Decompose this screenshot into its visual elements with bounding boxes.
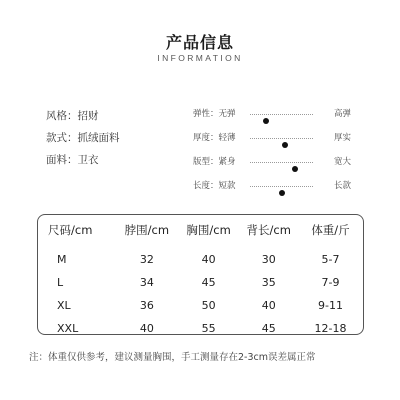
table-cell: M — [57, 253, 67, 266]
scale-marker — [282, 142, 288, 148]
size-table — [37, 214, 364, 335]
scale-thickness — [193, 132, 368, 156]
scale-track — [250, 138, 313, 139]
scale-track — [250, 162, 313, 163]
table-row — [38, 271, 363, 294]
attribute-value: 卫衣 — [77, 154, 99, 166]
attribute-row — [46, 131, 120, 153]
size-table-grid — [38, 222, 363, 340]
page-title: 产品信息 — [165, 33, 234, 52]
table-cell: 30 — [261, 253, 276, 266]
table-cell: 36 — [139, 299, 154, 312]
attribute-label: 面料 — [46, 154, 67, 166]
scale-marker — [279, 190, 285, 196]
attribute-list — [46, 109, 120, 175]
table-cell: 9-11 — [318, 299, 343, 312]
scale-label: 弹性：无弹 — [193, 109, 236, 119]
attribute-separator: ： — [67, 110, 78, 122]
page-subtitle: INFORMATION — [157, 53, 243, 63]
table-cell: 35 — [261, 276, 276, 289]
attribute-value: 招财 — [77, 110, 99, 122]
table-cell: 5-7 — [321, 253, 340, 266]
table-cell: XXL — [57, 322, 79, 335]
table-row — [38, 317, 363, 340]
scale-label: 长度：短款 — [193, 181, 236, 191]
scale-label: 厚度：轻薄 — [193, 133, 236, 143]
column-header: 背长/cm — [246, 223, 291, 237]
attribute-row — [46, 109, 120, 131]
scale-max-label: 宽大 — [334, 157, 352, 167]
column-header: 体重/斤 — [311, 223, 350, 237]
table-header-row — [38, 222, 363, 248]
column-header: 胸围/cm — [186, 223, 231, 237]
table-cell: 55 — [201, 322, 216, 335]
table-cell: 45 — [201, 276, 216, 289]
scale-marker — [292, 166, 298, 172]
column-header: 尺码/cm — [48, 223, 93, 237]
scale-elasticity — [193, 108, 368, 132]
scale-track — [250, 114, 313, 115]
attribute-row — [46, 153, 120, 175]
footnote: 注：体重仅供参考，建议测量胸围，手工测量存在2-3cm误差属正常 — [29, 352, 316, 363]
table-cell: 7-9 — [321, 276, 340, 289]
table-cell: 40 — [139, 322, 154, 335]
table-cell: L — [57, 276, 64, 289]
table-row — [38, 294, 363, 317]
table-cell: 34 — [139, 276, 154, 289]
scale-marker — [263, 118, 269, 124]
table-cell: 12-18 — [314, 322, 347, 335]
scale-label: 版型：紧身 — [193, 157, 236, 167]
table-row — [38, 248, 363, 271]
column-header: 脖围/cm — [124, 223, 170, 237]
table-cell: 32 — [139, 253, 154, 266]
scale-max-label: 厚实 — [334, 133, 352, 143]
scale-length — [193, 180, 368, 204]
attribute-separator: ： — [67, 154, 78, 166]
scale-fit — [193, 156, 368, 180]
attribute-label: 款式 — [46, 132, 67, 144]
table-cell: 40 — [201, 253, 216, 266]
scale-max-label: 高弹 — [334, 109, 352, 119]
table-cell: 45 — [261, 322, 276, 335]
table-cell: XL — [57, 299, 71, 312]
table-cell: 40 — [261, 299, 276, 312]
scale-track — [250, 186, 313, 187]
scale-max-label: 长款 — [334, 181, 352, 191]
attribute-value: 抓绒面料 — [77, 132, 120, 144]
table-cell: 50 — [201, 299, 216, 312]
attribute-separator: ： — [67, 132, 78, 144]
attribute-label: 风格 — [46, 110, 67, 122]
feature-scales — [193, 108, 368, 204]
